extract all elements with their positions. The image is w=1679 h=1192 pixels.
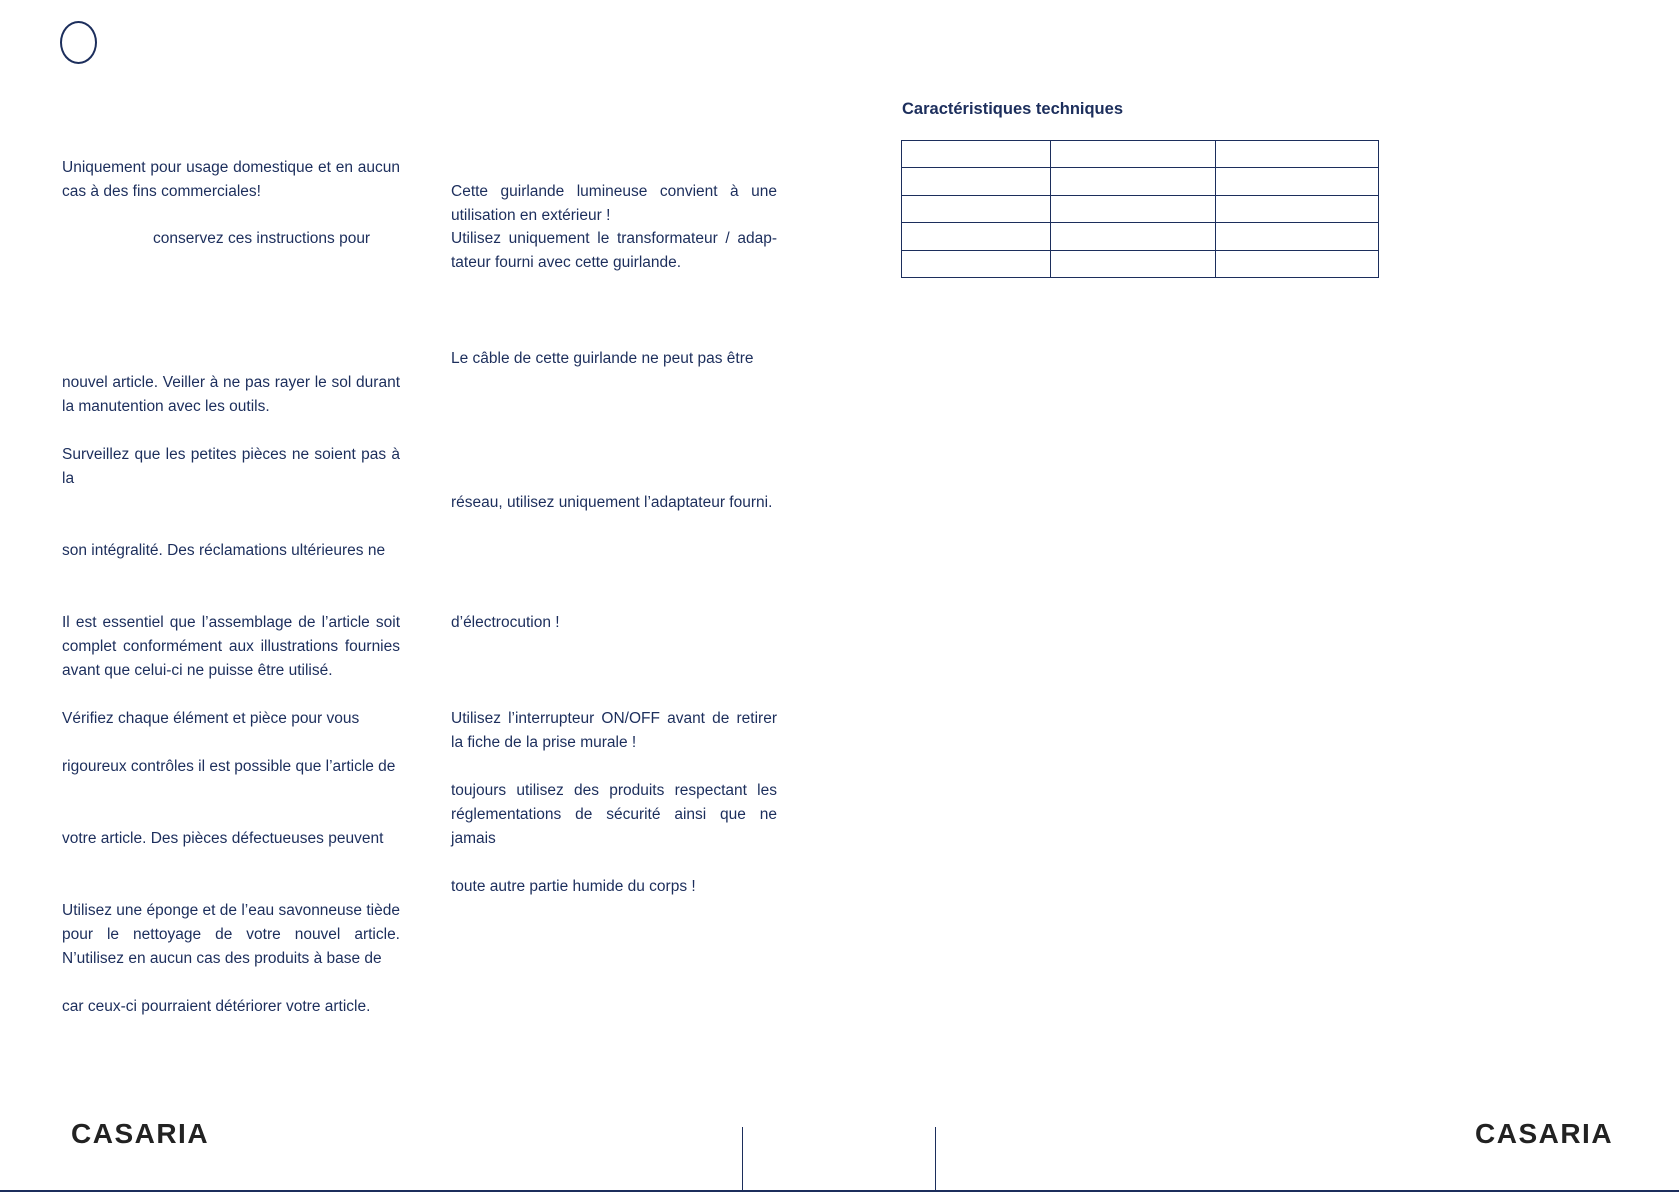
paragraph: Il est essentiel que l’assemblage de l’article soit complet conformément aux illustrations fournies avant que celui-ci ne puisse être utilisé. — [62, 614, 400, 679]
paragraph: Utilisez une éponge et de l’eau savonneuse tiède pour le nettoyage de votre nouvel article. N’utilisez en aucun cas des produits à base de — [62, 902, 400, 967]
paragraph: réseau, utilisez uniquement l’adaptateur fourni. — [451, 494, 773, 511]
brand-logo-left: CASARIA — [71, 1118, 210, 1149]
paragraph: Uniquement pour usage domestique et en aucun cas à des fins commerciales! — [62, 159, 400, 200]
specs-cell — [902, 195, 1051, 222]
paragraph: Vérifiez chaque élément et pièce pour vous — [62, 710, 360, 727]
specs-cell — [902, 223, 1051, 250]
specs-cell — [1216, 250, 1379, 277]
specs-cell — [1216, 195, 1379, 222]
specs-cell — [1051, 141, 1216, 168]
paragraph: Cette guirlande lumineuse convient à une utilisation en extérieur ! — [451, 183, 777, 224]
paragraph: Utilisez uniquement le transformateur / adap-tateur fourni avec cette guirlande. — [451, 230, 777, 271]
specs-row — [902, 223, 1379, 250]
specs-cell — [1051, 250, 1216, 277]
paragraph: d’électrocution ! — [451, 614, 560, 631]
paragraph: Le câble de cette guirlande ne peut pas être — [451, 350, 754, 367]
specs-cell — [1051, 168, 1216, 195]
footer-divider — [935, 1127, 936, 1192]
specs-cell — [1051, 195, 1216, 222]
specs-cell — [902, 250, 1051, 277]
specs-title: Caractéristiques techniques — [902, 100, 1123, 118]
paragraph: son intégralité. Des réclamations ultérieures ne — [62, 542, 386, 559]
paragraph: rigoureux contrôles il est possible que l’article de — [62, 758, 396, 775]
specs-row — [902, 168, 1379, 195]
specs-table — [901, 140, 1379, 278]
paragraph: nouvel article. Veiller à ne pas rayer le sol durant la manutention avec les outils. — [62, 374, 400, 415]
paragraph: votre article. Des pièces défectueuses peuvent — [62, 830, 384, 847]
paragraph: Utilisez l’interrupteur ON/OFF avant de retirer la fiche de la prise murale ! — [451, 710, 777, 751]
specs-row — [902, 250, 1379, 277]
specs-row — [902, 195, 1379, 222]
specs-cell — [1216, 168, 1379, 195]
paragraph: toujours utilisez des produits respectant les réglementations de sécurité ainsi que ne jamais — [451, 782, 777, 847]
specs-cell — [1051, 223, 1216, 250]
paragraph: car ceux-ci pourraient détériorer votre article. — [62, 998, 371, 1015]
paragraph: toute autre partie humide du corps ! — [451, 878, 696, 895]
paragraph: conservez ces instructions pour — [153, 230, 371, 247]
footer-divider — [742, 1127, 743, 1192]
paragraph: Surveillez que les petites pièces ne soient pas à la — [62, 446, 400, 487]
specs-row — [902, 141, 1379, 168]
specs-cell — [902, 141, 1051, 168]
specs-cell — [1216, 223, 1379, 250]
brand-logo-right: CASARIA — [1475, 1118, 1614, 1149]
specs-cell — [902, 168, 1051, 195]
page-circle-mark — [60, 21, 97, 64]
specs-cell — [1216, 141, 1379, 168]
